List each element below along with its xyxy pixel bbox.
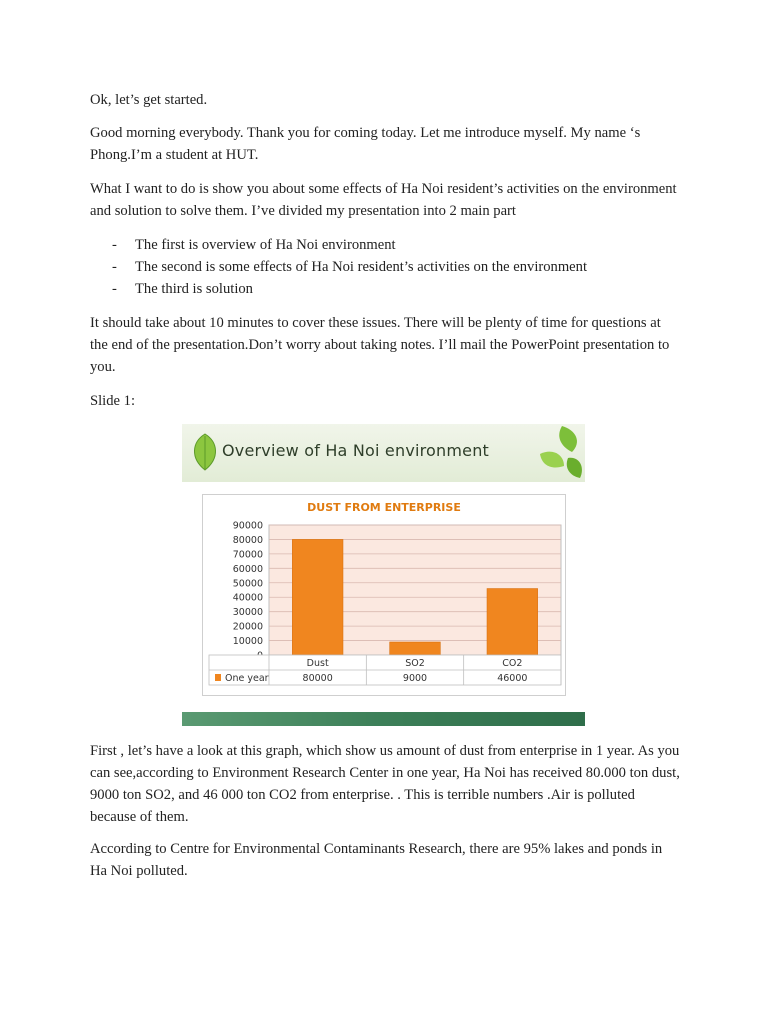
y-tick-label: 10000 — [232, 636, 263, 648]
y-tick-label: 90000 — [232, 520, 263, 532]
slide-image — [182, 424, 585, 726]
paragraph-intro: Ok, let’s get started. — [90, 92, 208, 108]
paragraph-overview: What I want to do is show you about some effects of Ha Noi resident’s activities on the environment and solution to solve them. I’ve divided my presentation into 2 main part — [90, 181, 677, 219]
data-value-label: 46000 — [497, 673, 528, 684]
slide-title: Overview of Ha Noi environment — [222, 441, 490, 460]
y-tick-label: 40000 — [232, 592, 263, 604]
list-item-text: The first is overview of Ha Noi environment — [135, 237, 396, 253]
y-tick-label: 60000 — [232, 563, 263, 575]
bullet-dash: - — [112, 237, 117, 253]
list-item — [112, 234, 587, 256]
list-item-text: The third is solution — [135, 281, 253, 297]
list-item-text: The second is some effects of Ha Noi resident’s activities on the environment — [135, 259, 588, 275]
outline-list — [112, 234, 587, 300]
slide-label: Slide 1: — [90, 393, 135, 409]
list-item — [112, 256, 587, 278]
bullet-dash: - — [112, 281, 117, 297]
legend-swatch — [215, 674, 221, 681]
x-category-label: SO2 — [405, 658, 425, 669]
data-value-label: 80000 — [302, 673, 333, 684]
paragraph-greeting: Good morning everybody. Thank you for coming today. Let me introduce myself. My name ‘s Phong.I’m a student at HUT. — [90, 125, 641, 163]
paragraph-timing: It should take about 10 minutes to cover these issues. There will be plenty of time for questions at the end of the presentation.Don’t worry about taking notes. I’ll mail the PowerPoint presentation to you. — [90, 315, 670, 375]
bullet-dash: - — [112, 259, 117, 275]
slide-header — [182, 424, 585, 482]
chart-title: DUST FROM ENTERPRISE — [307, 501, 461, 514]
bar-co2 — [487, 589, 538, 655]
x-category-label: CO2 — [502, 658, 523, 669]
paragraph-lakes: According to Centre for Environmental Contaminants Research, there are 95% lakes and ponds in Ha Noi polluted. — [90, 841, 663, 879]
leaf-left-icon — [188, 432, 222, 472]
leaf-cluster-right-icon — [530, 424, 585, 482]
slide-footer-band — [182, 712, 585, 726]
paragraph-graph-explanation: First , let’s have a look at this graph, which show us amount of dust from enterprise in 1 year. As you can see,according to Environment Research Center in one year, Ha Noi has received 80.000 ton dust, 9000 ton SO2, and 46 000 ton CO2 from enterprise. . This is terrible numbers .Air is polluted because of them. — [90, 743, 680, 825]
data-value-label: 9000 — [402, 673, 428, 684]
legend-label: One year — [225, 673, 269, 684]
dust-chart — [203, 495, 565, 695]
y-tick-label: 80000 — [232, 534, 263, 546]
y-tick-label: 70000 — [232, 549, 263, 561]
x-category-label: Dust — [306, 658, 329, 669]
bar-dust — [292, 539, 343, 655]
y-tick-label: 20000 — [232, 621, 263, 633]
y-tick-label: 50000 — [232, 578, 263, 590]
chart-frame — [202, 494, 566, 696]
bar-so2 — [390, 642, 441, 655]
y-tick-label: 30000 — [232, 607, 263, 619]
list-item — [112, 278, 587, 300]
